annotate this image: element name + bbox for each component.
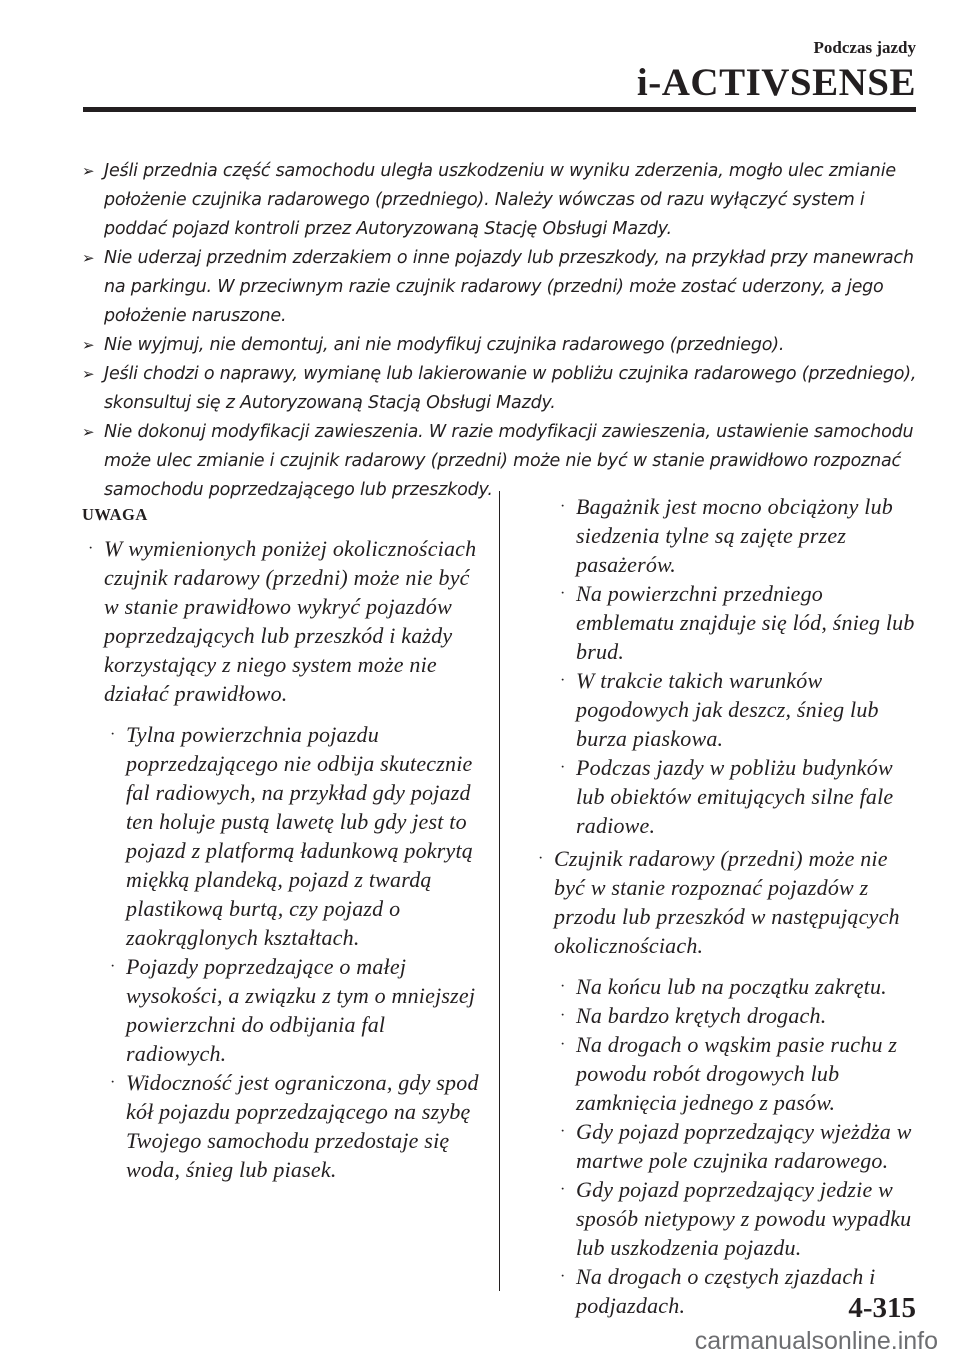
note-left-column [82, 492, 482, 1184]
warning-text: Jeśli przednia część samochodu uległa uszkodzeniu w wyniku zderzenia, mogło ulec zmianie położenie czujnika radarowego (przedniego). Należy wówczas od razu wyłączyć system i poddać pojazd kontroli przez Autoryzowaną Stację Obsługi Mazdy. [104, 161, 896, 239]
warning-list [82, 157, 918, 505]
arrow-bullet-icon: ➢ [82, 336, 95, 354]
warning-item [82, 244, 918, 331]
note-subitem-text: Tylna powierzchnia pojazdu poprzedzającego nie odbija skutecznie fal radiowych, na przykład gdy pojazd ten holuje pustą lawetę lub gdy jest to pojazd z platformą ładunkową pokrytą miękką plandeką, pojazd z twardą plastikową burtą, czy pojazd o zaokrąglonych kształtach. [126, 722, 473, 950]
arrow-bullet-icon: ➢ [82, 162, 95, 180]
note-subitem [532, 492, 922, 579]
section-title: Podczas jazdy [813, 38, 916, 57]
note-subitem-text: Na drogach o częstych zjazdach i podjazdach. [576, 1264, 876, 1318]
warning-text: Nie uderzaj przednim zderzakiem o inne pojazdy lub przeszkody, na przykład przy manewrach na parkingu. W przeciwnym razie czujnik radarowy (przedni) może zostać uderzony, a jego położenie naruszone. [104, 248, 914, 326]
note-item-text: W wymienionych poniżej okolicznościach czujnik radarowy (przedni) może nie być w stanie prawidłowo wykryć pojazdów poprzedzających lub przeszkód i każdy korzystający z niego system może nie działać prawidłowo. [104, 536, 477, 706]
bullet-icon: · [560, 1036, 566, 1053]
note-subitem [532, 1117, 922, 1175]
note-item-text: Czujnik radarowy (przedni) może nie być w stanie rozpoznać pojazdów z przodu lub przeszkód w następujących okolicznościach. [554, 846, 900, 958]
note-subitem-text: Gdy pojazd poprzedzający wjeżdża w martwe pole czujnika radarowego. [576, 1119, 912, 1173]
note-subitem-text: Na bardzo krętych drogach. [576, 1003, 827, 1028]
note-subitem [532, 753, 922, 840]
bullet-icon: · [88, 540, 94, 557]
note-item [532, 844, 922, 960]
note-subitem [532, 579, 922, 666]
arrow-bullet-icon: ➢ [82, 365, 95, 383]
page-number: 4-315 [848, 1292, 916, 1324]
warning-text: Jeśli chodzi o naprawy, wymianę lub lakierowanie w pobliżu czujnika radarowego (przedniego), skonsultuj się z Autoryzowaną Stacją Obsługi Mazdy. [104, 364, 917, 413]
warning-text: Nie wyjmuj, nie demontuj, ani nie modyfikuj czujnika radarowego (przedniego). [104, 335, 785, 355]
note-subitem [532, 972, 922, 1001]
warning-item [82, 331, 918, 360]
note-subitem-text: Na końcu lub na początku zakrętu. [576, 974, 887, 999]
bullet-icon: · [110, 726, 116, 743]
note-subitem-text: W trakcie takich warunków pogodowych jak deszcz, śnieg lub burza piaskowa. [576, 668, 879, 751]
note-subitem [532, 1175, 922, 1262]
arrow-bullet-icon: ➢ [82, 249, 95, 267]
note-subitem-text: Na powierzchni przedniego emblematu znajduje się lód, śnieg lub brud. [576, 581, 915, 664]
note-subitem [82, 720, 482, 952]
note-subitem [532, 666, 922, 753]
note-subitem [82, 952, 482, 1068]
note-subitem-text: Pojazdy poprzedzające o małej wysokości, a związku z tym o mniejszej powierzchni do odbijania fal radiowych. [126, 954, 476, 1066]
note-subitem-text: Bagażnik jest mocno obciążony lub siedzenia tylne są zajęte przez pasażerów. [576, 494, 893, 577]
bullet-icon: · [560, 672, 566, 689]
warning-text: Nie dokonuj modyfikacji zawieszenia. W razie modyfikacji zawieszenia, ustawienie samochodu może ulec zmianie i czujnik radarowy (przedni) może nie być w stanie prawidłowo rozpoznać samochodu poprzedzającego lub przeszkody. [104, 422, 914, 500]
note-item [82, 534, 482, 708]
warning-item [82, 360, 918, 418]
bullet-icon: · [560, 1007, 566, 1024]
bullet-icon: · [560, 498, 566, 515]
bullet-icon: · [110, 1074, 116, 1091]
bullet-icon: · [538, 850, 544, 867]
watermark-text: carmanualsonline.info [694, 1327, 938, 1355]
chapter-title: i-ACTIVSENSE [636, 61, 916, 104]
bullet-icon: · [110, 958, 116, 975]
note-subitem [532, 1001, 922, 1030]
bullet-icon: · [560, 1123, 566, 1140]
bullet-icon: · [560, 1268, 566, 1285]
note-subitem-text: Widoczność jest ograniczona, gdy spod kół pojazdu poprzedzającego na szybę Twojego samochodu przedostaje się woda, śnieg lub piasek. [126, 1070, 479, 1182]
header-rule [83, 107, 916, 112]
note-subitem [532, 1030, 922, 1117]
note-subitem [82, 1068, 482, 1184]
arrow-bullet-icon: ➢ [82, 423, 95, 441]
note-subitem-text: Gdy pojazd poprzedzający jedzie w sposób nietypowy z powodu wypadku lub uszkodzenia pojazdu. [576, 1177, 912, 1260]
bullet-icon: · [560, 759, 566, 776]
note-subitem-text: Na drogach o wąskim pasie ruchu z powodu robót drogowych lub zamknięcia jednego z pasów. [576, 1032, 898, 1115]
bullet-icon: · [560, 1181, 566, 1198]
note-heading: UWAGA [82, 505, 148, 524]
bullet-icon: · [560, 585, 566, 602]
warning-item [82, 157, 918, 244]
column-divider [499, 491, 500, 1291]
bullet-icon: · [560, 978, 566, 995]
note-subitem-text: Podczas jazdy w pobliżu budynków lub obiektów emitujących silne fale radiowe. [576, 755, 894, 838]
note-right-column [532, 492, 922, 1320]
